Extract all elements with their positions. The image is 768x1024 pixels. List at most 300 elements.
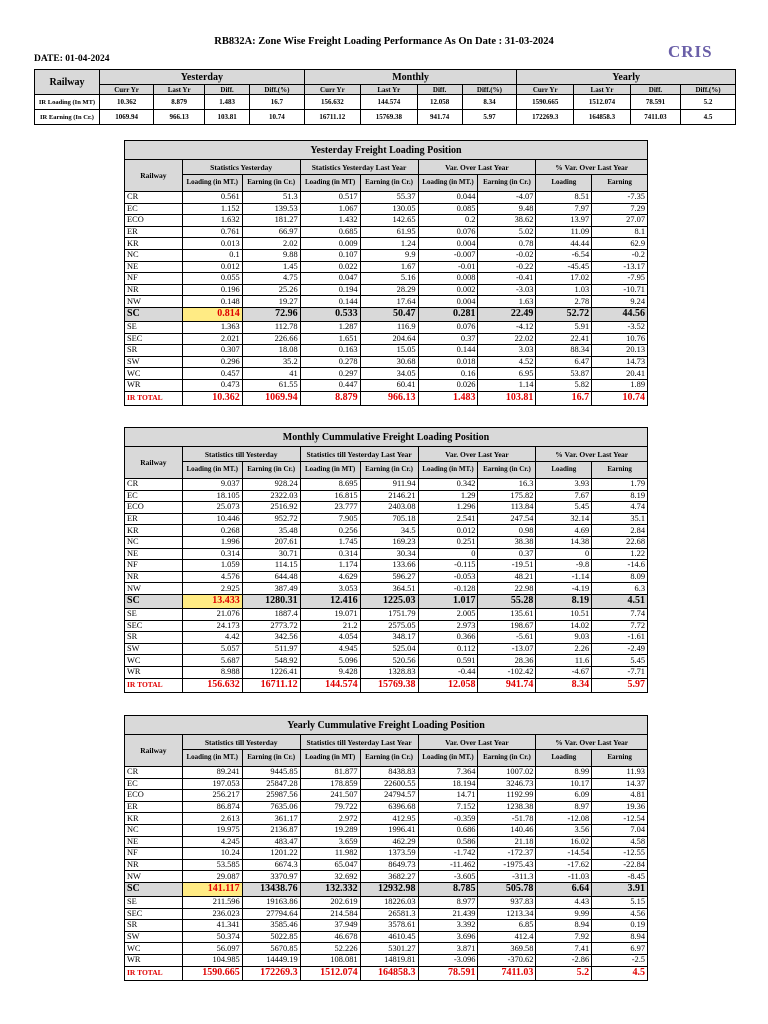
table-cell: 2.972	[300, 813, 360, 825]
table-row	[125, 790, 648, 802]
table-row	[125, 296, 648, 308]
table-cell: 3370.97	[242, 871, 300, 883]
railway-name: SW	[125, 356, 183, 368]
table-cell: 1751.79	[360, 608, 418, 620]
table-cell: 0.112	[418, 643, 478, 655]
table-cell: 6.09	[536, 790, 592, 802]
table-cell: 0.37	[478, 548, 536, 560]
table-cell: 3.053	[300, 583, 360, 595]
table-cell: 1213.34	[478, 908, 536, 920]
summary-row-label: IR Earning (In Cr.)	[35, 110, 100, 125]
table-cell: 4.43	[536, 896, 592, 908]
table-cell: 172269.3	[242, 966, 300, 980]
table-cell: 342.56	[242, 632, 300, 644]
table-cell: 16.815	[300, 490, 360, 502]
railway-name: NF	[125, 848, 183, 860]
table-cell: 1192.99	[478, 790, 536, 802]
summary-sub-header: Curr Yr	[517, 85, 574, 95]
table-cell: 8649.73	[360, 859, 418, 871]
table-cell: 2.02	[242, 238, 300, 250]
table-row	[125, 896, 648, 908]
railway-name: EC	[125, 203, 183, 215]
railway-name: SE	[125, 896, 183, 908]
summary-cell: 103.81	[205, 110, 250, 125]
table-cell: 112.78	[242, 321, 300, 333]
table-cell: 0.012	[418, 525, 478, 537]
table-cell: 2322.03	[242, 490, 300, 502]
table-cell: 4.56	[592, 908, 648, 920]
table-cell: 12.416	[300, 594, 360, 608]
table-cell: 156.632	[182, 678, 242, 692]
table-cell: 0.002	[418, 284, 478, 296]
railway-name: KR	[125, 238, 183, 250]
table-cell: 7635.06	[242, 801, 300, 813]
table-cell: 18226.03	[360, 896, 418, 908]
table-cell: 705.18	[360, 513, 418, 525]
table-row	[125, 284, 648, 296]
table-cell: 361.17	[242, 813, 300, 825]
table-cell: 937.83	[478, 896, 536, 908]
railway-name: NR	[125, 571, 183, 583]
table-row	[125, 203, 648, 215]
table-cell: 8.988	[182, 666, 242, 678]
sub-header: Loading (in MT.)	[418, 462, 478, 479]
railway-name: NF	[125, 273, 183, 285]
table-cell: 142.65	[360, 215, 418, 227]
table-cell: 18.08	[242, 345, 300, 357]
table-cell: 226.66	[242, 333, 300, 345]
table-cell: 4.69	[536, 525, 592, 537]
table-cell: 8.879	[300, 391, 360, 405]
table-cell: 16.02	[536, 836, 592, 848]
railway-name: CR	[125, 479, 183, 491]
sub-header: Earning (in Cr.)	[478, 175, 536, 192]
table-cell: -10.71	[592, 284, 648, 296]
table-cell: 0.256	[300, 525, 360, 537]
table-cell: 28.29	[360, 284, 418, 296]
table-cell: 5301.27	[360, 943, 418, 955]
table-cell: -3.096	[418, 954, 478, 966]
table-cell: 211.596	[182, 896, 242, 908]
table-cell: -6.54	[536, 249, 592, 261]
table-cell: -3.52	[592, 321, 648, 333]
table-cell: 21.076	[182, 608, 242, 620]
group-header-row	[125, 735, 648, 750]
total-row	[125, 678, 648, 692]
sub-header: Loading	[536, 175, 592, 192]
table-cell: 8.94	[536, 920, 592, 932]
table-cell: 6.47	[536, 356, 592, 368]
table-cell: -7.35	[592, 192, 648, 204]
table-cell: 9.48	[478, 203, 536, 215]
table-cell: 22.68	[592, 536, 648, 548]
table-cell: 132.332	[300, 882, 360, 896]
railway-name: NC	[125, 249, 183, 261]
table-cell: 0.281	[418, 307, 478, 321]
table-cell: 511.97	[242, 643, 300, 655]
table-cell: 15.05	[360, 345, 418, 357]
table-cell: 17.02	[536, 273, 592, 285]
table-cell: 1.745	[300, 536, 360, 548]
table-cell: 48.21	[478, 571, 536, 583]
table-cell: 50.374	[182, 931, 242, 943]
table-cell: 130.05	[360, 203, 418, 215]
table-cell: 56.097	[182, 943, 242, 955]
table-cell: 6.95	[478, 368, 536, 380]
table-cell: 0.144	[418, 345, 478, 357]
table-cell: 9.88	[242, 249, 300, 261]
table-cell: 1201.22	[242, 848, 300, 860]
table-cell: 19.36	[592, 801, 648, 813]
table-cell: 0.98	[478, 525, 536, 537]
table-cell: 21.439	[418, 908, 478, 920]
summary-sub-header: Last Yr	[360, 85, 417, 95]
table-row	[125, 620, 648, 632]
table-cell: 8438.83	[360, 767, 418, 779]
table-cell: 11.09	[536, 226, 592, 238]
table-cell: 0.342	[418, 479, 478, 491]
summary-sub-header: Diff.(%)	[250, 85, 305, 95]
table-cell: 13.433	[182, 594, 242, 608]
table-cell: 462.29	[360, 836, 418, 848]
group-header: % Var. Over Last Year	[536, 735, 648, 750]
monthly-freight-table	[124, 427, 648, 693]
summary-cell: 8.879	[154, 95, 205, 110]
railway-header: Railway	[125, 735, 183, 767]
table-cell: -8.45	[592, 871, 648, 883]
table-cell: 38.62	[478, 215, 536, 227]
summary-cell: 941.74	[417, 110, 462, 125]
table-cell: -172.37	[478, 848, 536, 860]
table-cell: 140.46	[478, 824, 536, 836]
table-cell: 5.16	[360, 273, 418, 285]
group-header: % Var. Over Last Year	[536, 447, 648, 462]
table-cell: 14.37	[592, 778, 648, 790]
sub-header: Loading (in MT.)	[182, 750, 242, 767]
table-cell: 3.659	[300, 836, 360, 848]
summary-sub-header: Diff.(%)	[681, 85, 736, 95]
table-cell: 0.307	[182, 345, 242, 357]
table-cell: 3.392	[418, 920, 478, 932]
table-row	[125, 345, 648, 357]
summary-sub-header: Curr Yr	[100, 85, 154, 95]
table-cell: 525.04	[360, 643, 418, 655]
table-cell: 1328.83	[360, 666, 418, 678]
railway-name: WC	[125, 368, 183, 380]
table-cell: 1226.41	[242, 666, 300, 678]
table-cell: 78.591	[418, 966, 478, 980]
table-cell: -13.17	[592, 261, 648, 273]
summary-cell: 7411.03	[630, 110, 680, 125]
table-cell: 11.93	[592, 767, 648, 779]
summary-row-label: IR Loading (In MT)	[35, 95, 100, 110]
table-cell: 4.945	[300, 643, 360, 655]
table-cell: 14.71	[418, 790, 478, 802]
total-row	[125, 391, 648, 405]
table-cell: 4.81	[592, 790, 648, 802]
table-row	[125, 848, 648, 860]
table-cell: 204.64	[360, 333, 418, 345]
table-cell: 19.071	[300, 608, 360, 620]
sub-header: Earning (in Cr.)	[360, 175, 418, 192]
table-row	[125, 666, 648, 678]
table-row	[125, 583, 648, 595]
table-cell: 1.632	[182, 215, 242, 227]
table-cell: 0.686	[418, 824, 478, 836]
table-cell: 0.586	[418, 836, 478, 848]
table-cell: 14.38	[536, 536, 592, 548]
table-cell: -3.03	[478, 284, 536, 296]
table-cell: -4.12	[478, 321, 536, 333]
table-cell: 1590.665	[182, 966, 242, 980]
railway-name: SC	[125, 882, 183, 896]
table-cell: 2.973	[418, 620, 478, 632]
table-cell: -17.62	[536, 859, 592, 871]
table-cell: 202.619	[300, 896, 360, 908]
table-cell: 348.17	[360, 632, 418, 644]
table-cell: 164858.3	[360, 966, 418, 980]
table-cell: 19.975	[182, 824, 242, 836]
table-cell: 5.057	[182, 643, 242, 655]
railway-header: Railway	[125, 160, 183, 192]
table-cell: 7.905	[300, 513, 360, 525]
table-cell: 1.22	[592, 548, 648, 560]
table-cell: 6396.68	[360, 801, 418, 813]
table-cell: 1.059	[182, 560, 242, 572]
table-cell: 22.98	[478, 583, 536, 595]
railway-name: KR	[125, 813, 183, 825]
table-cell: 44.56	[592, 307, 648, 321]
table-cell: 61.95	[360, 226, 418, 238]
table-cell: 8.977	[418, 896, 478, 908]
table-cell: 0	[536, 548, 592, 560]
table-cell: 928.24	[242, 479, 300, 491]
table-cell: 412.4	[478, 931, 536, 943]
table-cell: -2.5	[592, 954, 648, 966]
table-cell: 0.314	[300, 548, 360, 560]
table-cell: 4.054	[300, 632, 360, 644]
table-cell: 52.226	[300, 943, 360, 955]
railway-name: NR	[125, 284, 183, 296]
table-cell: -4.19	[536, 583, 592, 595]
table-cell: -0.115	[418, 560, 478, 572]
sub-header: Loading (in MT.)	[182, 462, 242, 479]
railway-name: NC	[125, 824, 183, 836]
table-cell: 0.012	[182, 261, 242, 273]
table-cell: 7.97	[536, 203, 592, 215]
table-cell: 27.07	[592, 215, 648, 227]
summary-cell: 966.13	[154, 110, 205, 125]
table-cell: -19.51	[478, 560, 536, 572]
table-row	[125, 801, 648, 813]
table-cell: 8.94	[592, 931, 648, 943]
railway-name: CR	[125, 767, 183, 779]
railway-name: ER	[125, 513, 183, 525]
table-cell: 0.251	[418, 536, 478, 548]
table-cell: 0.19	[592, 920, 648, 932]
table-cell: 14.73	[592, 356, 648, 368]
table-cell: 3578.61	[360, 920, 418, 932]
group-header: Var. Over Last Year	[418, 160, 536, 175]
cris-logo: CRIS	[668, 42, 713, 61]
table-cell: 65.047	[300, 859, 360, 871]
table-cell: -1975.43	[478, 859, 536, 871]
table-cell: 35.48	[242, 525, 300, 537]
table-cell: 8.19	[536, 594, 592, 608]
table-cell: -0.007	[418, 249, 478, 261]
table-cell: 1280.31	[242, 594, 300, 608]
table-cell: 22600.55	[360, 778, 418, 790]
table-row	[125, 931, 648, 943]
table-cell: -12.08	[536, 813, 592, 825]
table-cell: 18.105	[182, 490, 242, 502]
table-cell: 0.447	[300, 379, 360, 391]
table-cell: 1.29	[418, 490, 478, 502]
railway-name: SC	[125, 307, 183, 321]
table-cell: 35.2	[242, 356, 300, 368]
table-cell: 26581.3	[360, 908, 418, 920]
table-cell: 10.76	[592, 333, 648, 345]
table-cell: 0.107	[300, 249, 360, 261]
table-cell: 207.61	[242, 536, 300, 548]
table-row	[125, 513, 648, 525]
table-cell: 7.41	[536, 943, 592, 955]
group-header: % Var. Over Last Year	[536, 160, 648, 175]
summary-table	[34, 69, 736, 125]
table-cell: 86.874	[182, 801, 242, 813]
table-row	[125, 767, 648, 779]
table-cell: 141.117	[182, 882, 242, 896]
table-cell: 2136.87	[242, 824, 300, 836]
group-header: Var. Over Last Year	[418, 735, 536, 750]
table-cell: 7.152	[418, 801, 478, 813]
table-row	[125, 249, 648, 261]
summary-cell: 1590.665	[517, 95, 574, 110]
table-cell: 0.144	[300, 296, 360, 308]
sub-header: Earning (in Cr.)	[360, 462, 418, 479]
table-cell: -4.67	[536, 666, 592, 678]
table-cell: 5.096	[300, 655, 360, 667]
table-cell: 9445.85	[242, 767, 300, 779]
table-cell: 25987.56	[242, 790, 300, 802]
table-cell: 3.03	[478, 345, 536, 357]
table-title: Yesterday Freight Loading Position	[125, 141, 648, 160]
yearly-freight-table	[124, 715, 648, 981]
table-cell: 24794.57	[360, 790, 418, 802]
table-cell: 198.67	[478, 620, 536, 632]
table-cell: 41	[242, 368, 300, 380]
table-cell: 25.073	[182, 502, 242, 514]
table-row	[125, 368, 648, 380]
railway-name: WR	[125, 954, 183, 966]
table-cell: 53.87	[536, 368, 592, 380]
table-cell: 214.584	[300, 908, 360, 920]
table-cell: 19.289	[300, 824, 360, 836]
table-cell: 520.56	[360, 655, 418, 667]
railway-name: SEC	[125, 908, 183, 920]
table-cell: 0.296	[182, 356, 242, 368]
table-title-row	[125, 141, 648, 160]
summary-cell: 15769.38	[360, 110, 417, 125]
table-cell: 81.877	[300, 767, 360, 779]
railway-header: Railway	[125, 447, 183, 479]
railway-name: SC	[125, 594, 183, 608]
table-cell: 0.366	[418, 632, 478, 644]
table-cell: 4.51	[592, 594, 648, 608]
sub-header: Loading (in MT.)	[418, 175, 478, 192]
sub-header: Earning (in Cr.)	[360, 750, 418, 767]
table-cell: 2773.72	[242, 620, 300, 632]
table-row	[125, 321, 648, 333]
table-cell: 5022.85	[242, 931, 300, 943]
table-cell: 103.81	[478, 391, 536, 405]
table-row	[125, 643, 648, 655]
railway-name: WR	[125, 379, 183, 391]
group-header-row	[125, 447, 648, 462]
summary-row	[35, 95, 736, 110]
table-row	[125, 560, 648, 572]
table-row	[125, 813, 648, 825]
table-cell: 1007.02	[478, 767, 536, 779]
table-cell: 4.42	[182, 632, 242, 644]
table-cell: 0.517	[300, 192, 360, 204]
sub-header: Earning (in Cr.)	[242, 462, 300, 479]
table-cell: 10.17	[536, 778, 592, 790]
table-cell: 20.41	[592, 368, 648, 380]
table-cell: -51.78	[478, 813, 536, 825]
table-cell: 2.26	[536, 643, 592, 655]
table-cell: 236.023	[182, 908, 242, 920]
table-cell: -2.49	[592, 643, 648, 655]
table-cell: 52.72	[536, 307, 592, 321]
table-cell: 10.446	[182, 513, 242, 525]
total-row	[125, 966, 648, 980]
group-header: Statistics till Yesterday	[182, 447, 300, 462]
table-cell: -0.2	[592, 249, 648, 261]
table-cell: 0.026	[418, 379, 478, 391]
table-cell: -0.44	[418, 666, 478, 678]
table-row	[125, 238, 648, 250]
table-row	[125, 882, 648, 896]
table-cell: 9.99	[536, 908, 592, 920]
table-cell: 29.087	[182, 871, 242, 883]
table-cell: 32.692	[300, 871, 360, 883]
summary-cell: 5.97	[462, 110, 517, 125]
table-cell: 181.27	[242, 215, 300, 227]
table-cell: 0.018	[418, 356, 478, 368]
table-cell: 50.47	[360, 307, 418, 321]
table-cell: 0.013	[182, 238, 242, 250]
table-cell: 1.174	[300, 560, 360, 572]
table-cell: 135.61	[478, 608, 536, 620]
table-cell: 21.2	[300, 620, 360, 632]
railway-name: NC	[125, 536, 183, 548]
table-cell: 114.15	[242, 560, 300, 572]
table-title-row	[125, 716, 648, 735]
table-cell: -4.07	[478, 192, 536, 204]
table-cell: 51.3	[242, 192, 300, 204]
table-cell: 2403.08	[360, 502, 418, 514]
railway-name: ER	[125, 226, 183, 238]
table-row	[125, 490, 648, 502]
table-cell: 22.02	[478, 333, 536, 345]
table-cell: 0.008	[418, 273, 478, 285]
table-cell: 1.24	[360, 238, 418, 250]
table-cell: 3.871	[418, 943, 478, 955]
table-cell: 0.685	[300, 226, 360, 238]
group-header-row	[125, 160, 648, 175]
table-cell: 72.96	[242, 307, 300, 321]
